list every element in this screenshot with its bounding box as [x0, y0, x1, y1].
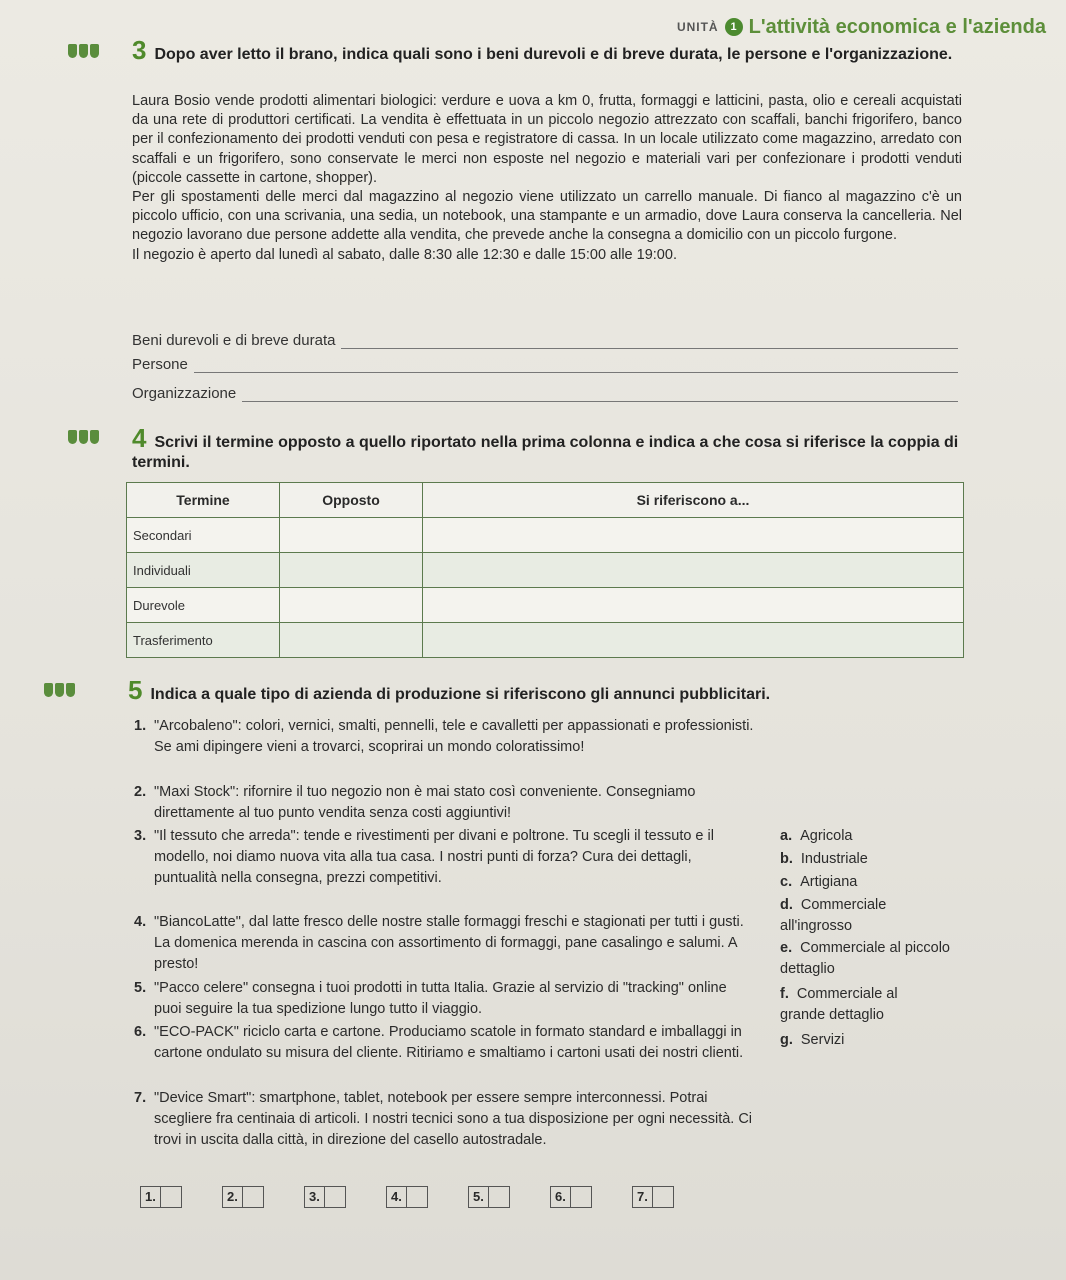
box-label: 3. [304, 1186, 324, 1208]
ad-number: 6. [134, 1024, 147, 1040]
ad-item [134, 1088, 754, 1151]
column-header: Si riferiscono a... [423, 483, 964, 518]
field-label: Beni durevoli e di breve durata [132, 332, 336, 349]
ad-number: 4. [134, 914, 147, 930]
term-cell: Secondari [127, 518, 280, 553]
ad-item [134, 826, 754, 889]
refers-to-input-cell[interactable] [423, 518, 964, 553]
ad-number: 1. [134, 718, 147, 734]
answer-box[interactable] [140, 1186, 182, 1208]
ad-item [134, 978, 754, 1020]
exercise-instructions: Indica a quale tipo di azienda di produzione si riferiscono gli annunci pubblicitari. [150, 686, 771, 703]
table-row [127, 623, 964, 658]
table-row [127, 518, 964, 553]
opposite-input-cell[interactable] [280, 518, 423, 553]
option-text: Industriale [800, 851, 868, 867]
difficulty-icon [68, 44, 99, 58]
option-item [780, 849, 970, 870]
opposite-input-cell[interactable] [280, 588, 423, 623]
table-row [127, 553, 964, 588]
term-cell: Durevole [127, 588, 280, 623]
ad-text: "ECO-PACK" riciclo carta e cartone. Produciamo scatole in formato standard e imballaggi in cartone ondulato su misura del cliente. Ritiriamo e smaltiamo i cartoni usati dei nostri clienti. [154, 1024, 744, 1061]
answer-input[interactable] [488, 1186, 510, 1208]
ad-item [134, 1022, 754, 1064]
exercise-number: 4 [132, 423, 147, 453]
terms-table [126, 482, 964, 658]
option-text: Commerciale all'ingrosso [780, 897, 887, 934]
refers-to-input-cell[interactable] [423, 623, 964, 658]
ad-text: "Il tessuto che arreda": tende e rivestimenti per divani e poltrone. Tu scegli il tessuto e il modello, noi diamo nuova vita alla tua casa. I nostri punti di forza? Cura dei dettagli, puntualità nella consegna, prezzi competitivi. [154, 828, 714, 886]
answer-box[interactable] [550, 1186, 592, 1208]
option-letter: a. [780, 828, 793, 844]
option-item [780, 984, 940, 1026]
refers-to-input-cell[interactable] [423, 588, 964, 623]
term-cell: Individuali [127, 553, 280, 588]
ad-text: "Device Smart": smartphone, tablet, notebook per essere sempre interconnessi. Potrai scegliere fra centinaia di articoli. I nostri tecnici sono a tua disposizione per ogni necessità. Ci trovi in uscita dalla città, in direzione del casello autostradale. [154, 1090, 753, 1148]
ad-number: 7. [134, 1090, 147, 1106]
option-item [780, 895, 930, 937]
ad-item [134, 782, 754, 824]
answer-box[interactable] [386, 1186, 428, 1208]
answer-box[interactable] [468, 1186, 510, 1208]
answer-line[interactable] [242, 385, 958, 402]
exercise-3-passage [132, 92, 962, 265]
answer-field-beni[interactable] [132, 332, 958, 349]
option-letter: b. [780, 851, 793, 867]
box-label: 1. [140, 1186, 160, 1208]
option-item [780, 938, 950, 980]
answer-input[interactable] [570, 1186, 592, 1208]
ad-text: "Arcobaleno": colori, vernici, smalti, pennelli, tele e cavalletti per appassionati e professionisti. Se ami dipingere vieni a trovarci, scoprirai un mondo coloratissimo! [154, 718, 754, 755]
answer-box[interactable] [222, 1186, 264, 1208]
ad-text: "Maxi Stock": rifornire il tuo negozio non è mai stato così conveniente. Consegniamo direttamente al tuo punto vendita senza costi aggiuntivi! [154, 784, 696, 821]
opposite-input-cell[interactable] [280, 553, 423, 588]
answer-input[interactable] [406, 1186, 428, 1208]
answer-box[interactable] [304, 1186, 346, 1208]
exercise-5-title [128, 675, 968, 705]
answer-field-persone[interactable] [132, 356, 958, 373]
unit-number-badge: 1 [725, 18, 743, 36]
unit-label: UNITÀ [676, 20, 719, 34]
difficulty-icon [68, 430, 99, 444]
box-label: 6. [550, 1186, 570, 1208]
ad-number: 3. [134, 828, 147, 844]
option-text: Servizi [800, 1032, 845, 1048]
passage-paragraph: Il negozio è aperto dal lunedì al sabato, dalle 8:30 alle 12:30 e dalle 15:00 alle 19:00. [132, 246, 677, 263]
option-letter: f. [780, 986, 789, 1002]
option-letter: c. [780, 874, 793, 890]
table-row [127, 588, 964, 623]
exercise-number: 3 [132, 35, 147, 65]
ad-number: 5. [134, 980, 147, 996]
option-text: Artigiana [800, 874, 858, 890]
box-label: 4. [386, 1186, 406, 1208]
term-cell: Trasferimento [127, 623, 280, 658]
box-label: 5. [468, 1186, 488, 1208]
ad-item [134, 716, 754, 758]
unit-header [677, 12, 1046, 42]
option-text: Agricola [800, 828, 853, 844]
ad-number: 2. [134, 784, 147, 800]
box-label: 2. [222, 1186, 242, 1208]
exercise-number: 5 [128, 675, 143, 705]
box-label: 7. [632, 1186, 652, 1208]
passage-paragraph: Per gli spostamenti delle merci dal magazzino al negozio viene utilizzato un carrello manuale. Di fianco al magazzino c'è un piccolo ufficio, con una scrivania, una sedia, un notebook, una stampante e un armadio, dove Laura conserva la cancelleria. Nel negozio lavorano due persone addette alla vendita, che prevede anche la consegna a domicilio con un piccolo furgone. [132, 189, 962, 244]
answer-line[interactable] [194, 356, 958, 373]
option-letter: d. [780, 897, 793, 913]
exercise-4-title [132, 423, 964, 473]
table-header-row [127, 483, 964, 518]
option-item [780, 872, 970, 893]
column-header: Opposto [280, 483, 423, 518]
field-label: Organizzazione [132, 385, 237, 402]
opposite-input-cell[interactable] [280, 623, 423, 658]
refers-to-input-cell[interactable] [423, 553, 964, 588]
answer-input[interactable] [324, 1186, 346, 1208]
option-letter: g. [780, 1032, 793, 1048]
option-item [780, 1030, 970, 1051]
option-letter: e. [780, 940, 793, 956]
answer-box[interactable] [632, 1186, 674, 1208]
option-text: Commerciale al grande dettaglio [780, 986, 898, 1023]
ad-text: "BiancoLatte", dal latte fresco delle nostre stalle formaggi freschi e stagionati per tutti i gusti. La domenica merenda in cascina con assortimento di formaggi, pane casalingo e salumi. A presto! [154, 914, 744, 972]
answer-line[interactable] [341, 332, 958, 349]
difficulty-icon [44, 683, 75, 697]
unit-title: L'attività economica e l'azienda [748, 15, 1046, 38]
column-header: Termine [127, 483, 280, 518]
exercise-instructions: Scrivi il termine opposto a quello riportato nella prima colonna e indica a che cosa si riferisce la coppia di termini. [132, 434, 959, 471]
passage-paragraph: Laura Bosio vende prodotti alimentari biologici: verdure e uova a km 0, frutta, formaggi e latticini, pasta, olio e cereali acquistati da una rete di produttori certificati. La vendita è effettuata in un piccolo negozio attrezzato con scaffali, banchi frigorifero, banco per il confezionamento dei prodotti venduti con pesa e registratore di cassa. In un locale utilizzato come magazzino, arredato con scaffali e un frigorifero, sono conservate le merci non esposte nel negozio e materiali vari per confezionare i prodotti venduti (piccole cassette in cartone, shopper). [132, 93, 962, 186]
ad-item [134, 912, 754, 975]
answer-input[interactable] [160, 1186, 182, 1208]
answer-input[interactable] [652, 1186, 674, 1208]
exercise-instructions: Dopo aver letto il brano, indica quali sono i beni durevoli e di breve durata, le persone e l'organizzazione. [154, 46, 953, 63]
field-label: Persone [132, 356, 188, 373]
option-item [780, 826, 970, 847]
answer-field-organizzazione[interactable] [132, 385, 958, 402]
option-text: Commerciale al piccolo dettaglio [780, 940, 950, 977]
exercise-3-title [132, 35, 962, 65]
answer-input[interactable] [242, 1186, 264, 1208]
ad-text: "Pacco celere" consegna i tuoi prodotti in tutta Italia. Grazie al servizio di "tracking" online puoi seguire la tua spedizione lungo tutto il viaggio. [154, 980, 727, 1017]
